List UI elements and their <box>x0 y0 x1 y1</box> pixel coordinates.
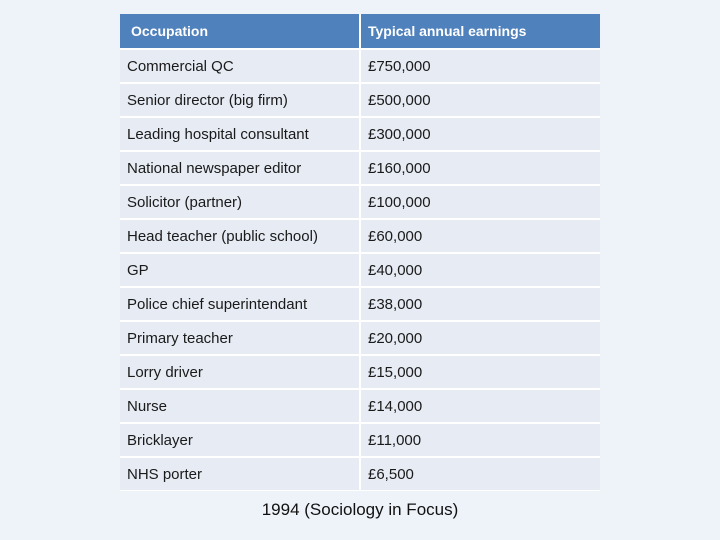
occupation-cell: Lorry driver <box>120 354 359 388</box>
table-row <box>120 116 600 150</box>
occupation-cell: Commercial QC <box>120 48 359 82</box>
earnings-cell: £14,000 <box>359 388 600 422</box>
table-row <box>120 252 600 286</box>
occupation-cell: Primary teacher <box>120 320 359 354</box>
source-caption: 1994 (Sociology in Focus) <box>261 500 459 519</box>
earnings-cell: £38,000 <box>359 286 600 320</box>
earnings-cell: £40,000 <box>359 252 600 286</box>
earnings-cell: £160,000 <box>359 150 600 184</box>
earnings-cell: £60,000 <box>359 218 600 252</box>
table-row <box>120 354 600 388</box>
occupation-cell: National newspaper editor <box>120 150 359 184</box>
earnings-cell: £6,500 <box>359 456 600 490</box>
earnings-cell: £500,000 <box>359 82 600 116</box>
table-row <box>120 48 600 82</box>
table-row <box>120 320 600 354</box>
table-row <box>120 388 600 422</box>
table-row <box>120 422 600 456</box>
occupation-cell: Leading hospital consultant <box>120 116 359 150</box>
earnings-cell: £100,000 <box>359 184 600 218</box>
occupation-cell: Police chief superintendant <box>120 286 359 320</box>
header-earnings: Typical annual earnings <box>359 14 600 48</box>
table-header-row <box>120 14 600 48</box>
table-row <box>120 286 600 320</box>
table-row <box>120 82 600 116</box>
earnings-cell: £20,000 <box>359 320 600 354</box>
earnings-cell: £300,000 <box>359 116 600 150</box>
earnings-table <box>120 14 600 491</box>
table-row <box>120 184 600 218</box>
earnings-cell: £15,000 <box>359 354 600 388</box>
occupation-cell: NHS porter <box>120 456 359 490</box>
earnings-cell: £11,000 <box>359 422 600 456</box>
table-row <box>120 456 600 490</box>
table-row <box>120 218 600 252</box>
occupation-cell: Solicitor (partner) <box>120 184 359 218</box>
occupation-cell: Bricklayer <box>120 422 359 456</box>
occupation-cell: Head teacher (public school) <box>120 218 359 252</box>
occupation-cell: Nurse <box>120 388 359 422</box>
table-row <box>120 150 600 184</box>
occupation-cell: GP <box>120 252 359 286</box>
header-occupation: Occupation <box>120 14 359 48</box>
earnings-cell: £750,000 <box>359 48 600 82</box>
occupation-cell: Senior director (big firm) <box>120 82 359 116</box>
